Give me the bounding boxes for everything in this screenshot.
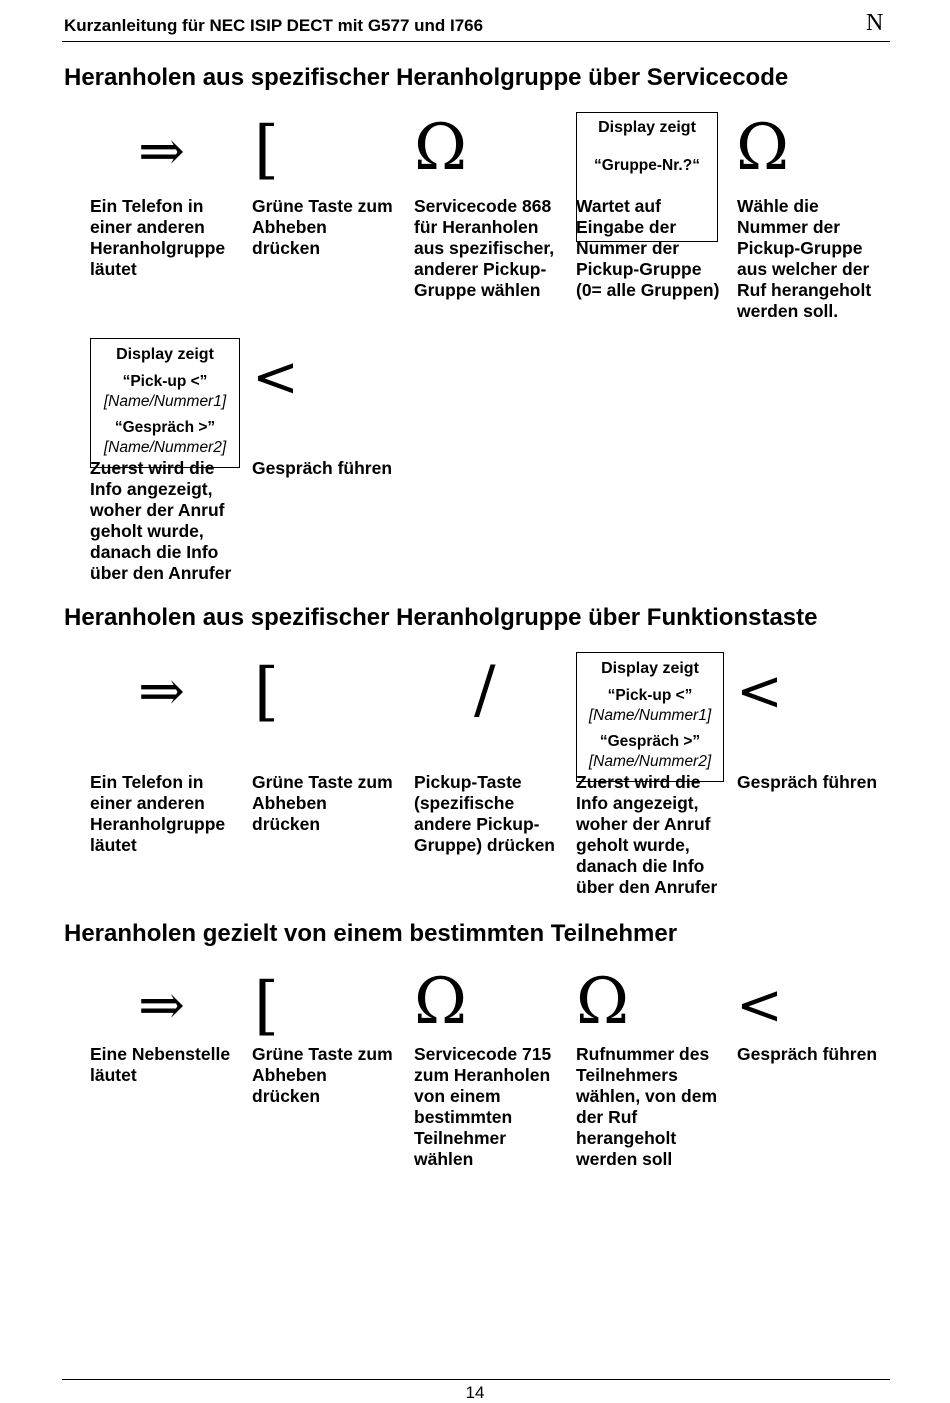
header-title: Kurzanleitung für NEC ISIP DECT mit G577 und I766	[64, 16, 484, 35]
display-box-line: [Name/Nummer1]	[588, 707, 712, 724]
display-box-line: “Gespräch >”	[599, 733, 701, 750]
display-box-line: “Gespräch >”	[114, 419, 216, 436]
talk-icon: <	[736, 973, 783, 1038]
green-key-icon: [	[254, 113, 279, 187]
step-text: Gespräch führen	[737, 772, 878, 792]
green-key-icon: [	[254, 969, 279, 1043]
talk-icon: <	[736, 659, 783, 724]
pickup-key-icon: /	[474, 653, 496, 727]
step-text: Grüne Taste zum Abheben drücken	[252, 772, 393, 834]
step-text: Zuerst wird die Info angezeigt, woher der Anruf geholt wurde, danach die Info über den Anrufer	[576, 772, 718, 897]
ringing-arrow-icon: ⇒	[138, 119, 185, 184]
step-text: Zuerst wird die Info angezeigt, woher der Anruf geholt wurde, danach die Info über den Anrufer	[90, 458, 232, 583]
step-text: Wartet auf Eingabe der Nummer der Pickup-Gruppe (0= alle Gruppen)	[576, 196, 720, 300]
step-text: Grüne Taste zum Abheben drücken	[252, 1044, 393, 1106]
section3-heading: Heranholen gezielt von einem bestimmten Teilnehmer	[64, 920, 678, 947]
ringing-arrow-icon: ⇒	[138, 659, 185, 724]
display-box-title: Display zeigt	[601, 660, 699, 677]
step-text: Servicecode 868 für Heranholen aus spezifischer, anderer Pickup- Gruppe wählen	[414, 196, 555, 300]
step-text: Pickup-Taste (spezifische andere Pickup- Gruppe) drücken	[414, 772, 555, 855]
step-text: Ein Telefon in einer anderen Heranholgruppe läutet	[90, 196, 226, 279]
step-text: Rufnummer des Teilnehmers wählen, von dem der Ruf herangeholt werden soll	[576, 1044, 717, 1169]
talk-icon: <	[252, 345, 299, 410]
step-text: Ein Telefon in einer anderen Heranholgruppe läutet	[90, 772, 226, 855]
dial-code-icon: Ω	[414, 111, 468, 185]
step-text: Wähle die Nummer der Pickup-Gruppe aus welcher der Ruf herangeholt werden soll.	[737, 196, 872, 321]
footer-divider	[62, 1379, 890, 1380]
page-number: 14	[465, 1383, 485, 1402]
ringing-arrow-icon: ⇒	[138, 973, 185, 1038]
display-box-title: Display zeigt	[598, 119, 696, 136]
green-key-icon: [	[254, 655, 279, 729]
header-mark: N	[866, 10, 884, 36]
dial-number-icon: Ω	[576, 965, 630, 1039]
step-text: Gespräch führen	[737, 1044, 878, 1064]
dial-code-icon: Ω	[414, 965, 468, 1039]
display-box-line: [Name/Nummer2]	[588, 753, 712, 770]
dial-number-icon: Ω	[736, 111, 790, 185]
section1-heading: Heranholen aus spezifischer Heranholgruppe über Servicecode	[64, 64, 789, 91]
header-divider	[62, 41, 890, 42]
step-text: Servicecode 715 zum Heranholen von einem bestimmten Teilnehmer wählen	[414, 1044, 552, 1169]
display-box	[90, 338, 240, 468]
step-text: Gespräch führen	[252, 458, 393, 478]
display-box	[576, 652, 724, 782]
display-box-line: “Pick-up <”	[607, 687, 693, 704]
display-box-title: Display zeigt	[116, 346, 214, 363]
section2-heading: Heranholen aus spezifischer Heranholgruppe über Funktionstaste	[64, 604, 818, 631]
display-box-line: [Name/Nummer1]	[103, 393, 227, 410]
display-box-line: “Pick-up <”	[122, 373, 208, 390]
display-box-line: “Gruppe-Nr.?“	[594, 157, 700, 174]
display-box-line: [Name/Nummer2]	[103, 439, 227, 456]
step-text: Grüne Taste zum Abheben drücken	[252, 196, 393, 258]
step-text: Eine Nebenstelle läutet	[90, 1044, 231, 1085]
